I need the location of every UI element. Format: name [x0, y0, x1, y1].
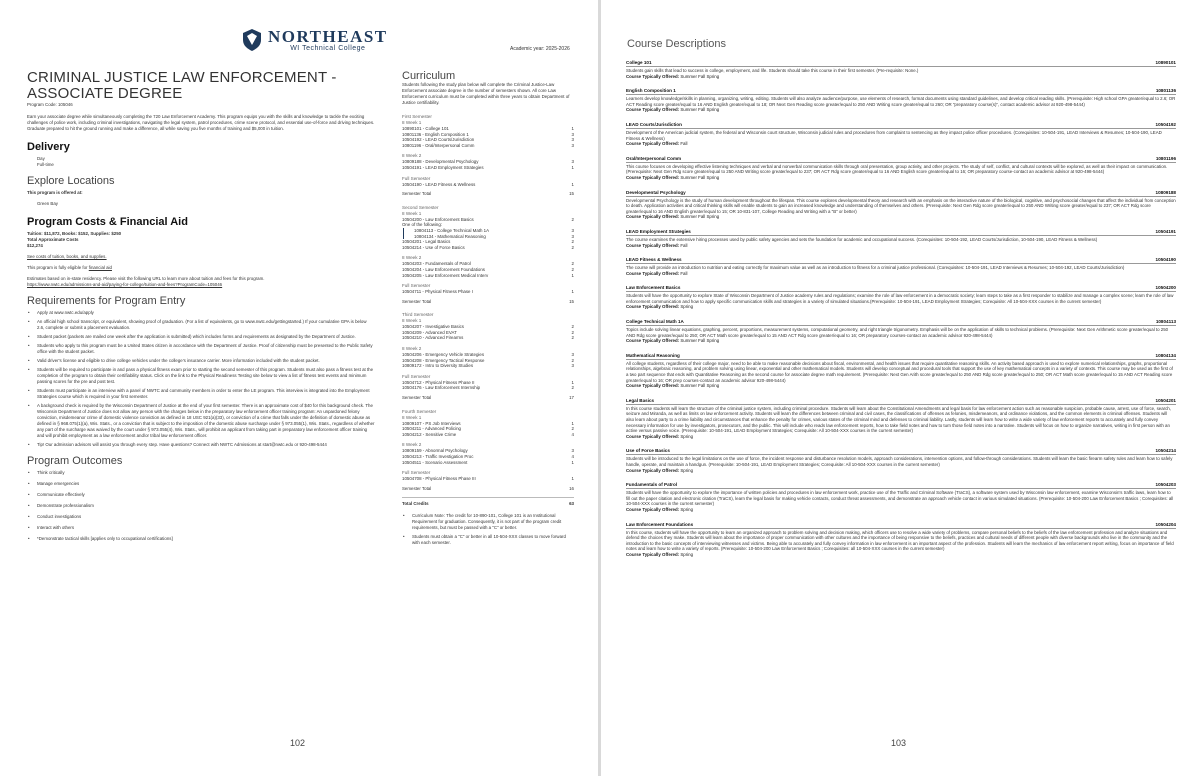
course-row — [402, 289, 574, 295]
course-header — [626, 229, 1176, 236]
course-text: Students will be introduced to the legal limitations on the use of force, the incident response and disturbance resolution models, approach considerations, intervention options, and follow-through considerations. Students will learn the basic firearm safety rules and learn how to safely handle, operate, and maintain a handgun. (Prerequisite: 10-504-191, LEAD Employment Strategies; Corequisite: All 10-504-XXX courses in the current semester) — [626, 456, 1173, 467]
course-title: English Composition 1 — [626, 88, 676, 94]
semester-title: Fourth Semester — [402, 408, 437, 414]
course-row — [402, 460, 574, 466]
page-number: 102 — [290, 738, 306, 748]
course-offered-terms: Summer Fall Spring — [680, 174, 720, 180]
course-text: Topics include solving linear equations, graphing, percent, proportions, measurement systems, computational geometry, and right triangle trigonometry. Emphasis will be on the application of skills to technical problems. (Prerequisite: Next Gen Arithmetic score greater/equal to 250 AND Rdg score greater/equal to 250; OR ACT Math score greater/equal to 15 AND ACT Rdg score greater/equal to 16; OR preparatory courses-contact an academic advisor 920-498-5444) — [626, 327, 1169, 338]
course-title: College 101 — [626, 60, 652, 65]
course-credits: 1 — [571, 181, 574, 187]
semester-total-row — [402, 395, 574, 401]
semester-total-label: Semester Total — [402, 191, 432, 197]
course-name: 10504190 - LEAD Fitness & Wellness — [402, 181, 476, 187]
course-description — [626, 88, 1176, 113]
course-credits: 2 — [571, 261, 574, 267]
curriculum-note: • Curriculum Note: The credit for 10-890-101, College 101 is an Institutional Requirement for graduation. Consequently, it is not part of the program credit requirements, but must be passed with a "C" or better. — [402, 513, 574, 531]
course-code: 10809188 — [1155, 189, 1176, 195]
course-text: All college students, regardless of their college major, need to be able to make reasonable decisions about fiscal, environmental, and health issues that require quantitative reasoning skills. An activity based approach is used to explore numerical relationships, graphs, proportional relationships, algebraic reasoning, and problem solving using linear, exponential and other mathematical models. Students will develop conceptual and procedural tools that support the use of key mathematical concepts in a variety of contexts. This course may be used as the first of a two part sequence that ends with Quantitative Reasoning as the second course for associate degree math requirement. (Prerequisite: Next Gen Arith score greater/equal to 250 AND Rdg score greater/equal to 250; OR ACT Math score greater/equal to 15 AND ACT Reading score greater/equal to 16; OR prep courses-contact an academic advisor 920-498-5444) — [626, 360, 1173, 383]
course-name: 10809159 - Abnormal Psychology — [402, 448, 468, 454]
requirement-item: • An official high school transcript, or equivalent, showing proof of graduation. (For a list of equivalents, go to www.nwtc.edu/gettingstarted.) If your cumulative GPA is below 2.6, complete or submit a placement evaluation. — [27, 319, 375, 331]
course-credits: 3 — [571, 131, 574, 137]
course-code: 10801136 — [1155, 88, 1176, 94]
course-list — [626, 60, 1176, 567]
course-header — [626, 156, 1176, 163]
course-text: Students will have the opportunity to explore State of Wisconsin Department of Justice academy rules and regulations; examine the role of law enforcement in a democratic society; learn steps to take as a first responder to stabilize and manage a complex scene; learn the role of law enforcement communication and how to apply specific communication skills and strategies in a variety of simulated situations.(Prerequisite: 10-504-191, LEAD Employment Strategies; Corequisite: All 10-504-XXX courses in the current semester) — [626, 293, 1174, 304]
course-credits: 2 — [571, 324, 574, 330]
course-header — [626, 285, 1176, 292]
financial-aid-line: This program is fully eligible for financial aid — [27, 265, 112, 270]
page-left — [0, 0, 598, 776]
semester-block — [402, 114, 574, 197]
curriculum-note: • Students must obtain a "C" or better in all 10-504-XXX classes to move forward with each semester. — [402, 534, 574, 546]
course-name: 10504200 - Law Enforcement Basics — [402, 216, 474, 222]
course-text: Learners develop knowledge/skills in planning, organizing, writing, editing. Students will also analyze audience/purpose, use elements of research, format documents using standard guidelines, and develop critical reading skills. (Prerequisite: High school GPA greater/equal to 2.6; OR ACT Reading score greater/equal to 16 AND English greater/equal to 18; OR Next Gen Reading score greater/equal to 250 AND Writing score greater/equal to 260; OR "preparatory course(s)", contact academic advisor at 920-498-5444) — [626, 96, 1176, 107]
course-description — [626, 482, 1176, 512]
course-row — [402, 143, 574, 149]
course-name: 10504213 - Traffic Investigation Proc — [402, 454, 474, 459]
course-row — [402, 165, 574, 171]
course-name: 10504208 - Emergency Tactical Response — [402, 357, 485, 363]
location-item[interactable]: Green Bay — [37, 201, 58, 206]
term-heading: 8 Week 1 — [402, 414, 422, 420]
page-right — [601, 0, 1200, 776]
course-credits: 2 — [571, 426, 574, 432]
course-offered: Course Typically Offered: Summer Fall Spring — [626, 214, 720, 220]
course-name: 10504712 - Physical Fitness Phase II — [402, 379, 475, 385]
term-heading: 8 Week 1 — [402, 120, 422, 125]
course-code: 10804113 — [1155, 319, 1176, 325]
course-credits: 2 — [571, 357, 574, 363]
course-title: Use of Force Basics — [626, 448, 670, 454]
outcome-item: • Conduct investigations — [27, 514, 375, 520]
course-header — [626, 482, 1176, 489]
term-heading: Full Semester — [402, 283, 431, 289]
course-name: 10504211 - Advanced Policing — [402, 426, 461, 432]
course-description — [626, 122, 1176, 147]
term-heading: 8 Week 1 — [402, 210, 422, 216]
course-title: LEAD Courts/Jurisdiction — [626, 121, 682, 127]
term-heading: 8 Week 2 — [402, 255, 422, 261]
term-heading: Full Semester — [402, 373, 431, 379]
course-description — [626, 190, 1176, 220]
course-text: Developmental Psychology is the study of human development throughout the lifespan. This course explores developmental theory and research with an emphasis on the interactive nature of the biological, cognitive, and psychosocial changes that affect the individual from conception to death. Application activities and critical thinking skills will enable students to gain an increased knowledge and understanding of themselves and others. (Prerequisite: Next Gen Rdg score greater/equal to 250 AND Writing score greater/equal to 237; OR ACT Rdg score greater/equal to 16 AND English greater/equal to 15; OR 10-831-107, College Reading and Writing with a "B" or better) — [626, 197, 1176, 214]
course-code: 10504192 — [1155, 121, 1176, 127]
course-code: 10504204 — [1155, 521, 1176, 527]
logo-subtitle: WI Technical College — [290, 45, 366, 52]
curriculum-intro: Students following the study plan below will complete the Criminal Justice-Law Enforcement associate degree in the number of semesters shown. All core Law Enforcement curriculum must be completed within three years to obtain Department of Justice certifiability. — [402, 82, 570, 105]
term-heading: 8 Week 2 — [402, 346, 422, 352]
course-descriptions-heading: Course Descriptions — [627, 38, 727, 50]
course-offered-terms: Summer Fall Spring — [680, 338, 720, 344]
semester-total-label: Semester Total — [402, 485, 432, 491]
course-credits: 1 — [571, 164, 574, 170]
academic-year: Academic year: 2025-2026 — [510, 46, 570, 52]
course-credits: 3 — [571, 233, 574, 239]
outcome-item: • Manage emergencies — [27, 481, 375, 487]
semester-title: Third Semester — [402, 312, 434, 318]
course-credits: 3 — [571, 352, 574, 358]
course-title: LEAD Fitness & Wellness — [626, 257, 682, 263]
semester-total-value: 15 — [569, 298, 574, 304]
course-credits: 2 — [571, 216, 574, 222]
course-credits: 2 — [571, 266, 574, 272]
course-title: Fundamentals of Patrol — [626, 482, 678, 488]
course-name: 10504191 - LEAD Employment Strategies — [402, 164, 484, 170]
outcomes-heading: Program Outcomes — [27, 455, 123, 467]
semester-total-row — [402, 299, 574, 305]
course-credits: 1 — [571, 126, 574, 131]
semester-total-value: 15 — [569, 191, 574, 197]
delivery-fulltime: Full-time — [37, 162, 54, 167]
course-header — [626, 448, 1176, 455]
course-credits: 4 — [571, 431, 574, 437]
requirements-heading: Requirements for Program Entry — [27, 295, 186, 307]
requirement-item: • A background check is required by the Wisconsin Department of Justice at the end of your first semester. There is an approximate cost of $40 for this background check. The Wisconsin Department of Justice does not allow any person with the charges below in the preparatory law enforcement officer training program: An unpardoned felony conviction, misdemeanor crime of domestic violence conviction as defined in 18 USC 921(a)(33), or conviction of a crime that falls under the definition of domestic abuse as defined in § 968.075(1)(a), Wis. Stats., or a conviction that is subject to the imposition of the domestic abuse surcharge under § 973.055(1), Wis. Stats., regardless of whether any part of the surcharge was waived by the court under § 973.055(4), Wis. Stats., will prohibit an applicant from taking part in preparatory law enforcement officer training and will prohibit employment as a law enforcement and/or tribal law enforcement officer. — [27, 403, 375, 439]
course-title: LEAD Employment Strategies — [626, 228, 691, 234]
course-description — [626, 229, 1176, 248]
program-title: CRIMINAL JUSTICE LAW ENFORCEMENT - ASSOCIATE DEGREE — [27, 69, 337, 102]
course-row — [402, 182, 574, 188]
course-name: 10890101 - College 101 — [402, 126, 449, 131]
requirement-item: • Student packet (packets are mailed one week after the application is submitted) which includes forms and requirements as designated by the Department of Justice. — [27, 334, 375, 340]
course-description — [626, 319, 1176, 344]
course-offered: Course Typically Offered: Fall — [626, 141, 688, 147]
course-offered-terms: Spring — [680, 551, 694, 557]
course-code: 10804134 — [1155, 352, 1176, 358]
requirement-item: • Students will be required to participate in and pass a physical fitness exam prior to starting the second semester of this program. Students must also pass a fitness test at the completion of the program to obtain their certifiability status. Click on the link to the Physical Readiness Testing site below to view a list of fitness test events and minimum passing scores for the pre and post test. — [27, 367, 375, 385]
course-header — [626, 122, 1176, 129]
course-name: 10504203 - Fundamentals of Patrol — [402, 261, 471, 267]
course-code: 10801196 — [1155, 155, 1176, 161]
course-text: This course focuses on developing effective listening techniques and verbal and nonverbal communication skills through oral presentation, group activity, and other projects. The study of self, conflict, and cultural contexts will be explored, as well as their impact on communication. (Prerequisite: Next Gen Rdg score greater/equal to 250 AND Writing score greater/equal to 237; OR ACT Rdg score greater/equal to 16 AND English score greater/equal to 16; OR preparatory course-contact an academic advisor at 920-498-5444) — [626, 163, 1168, 175]
course-header — [626, 398, 1176, 405]
course-offered-terms: Fall — [680, 141, 688, 147]
see-costs-link[interactable]: See costs of tuition, books, and supplies. — [27, 254, 107, 259]
semester-total-value: 16 — [569, 485, 574, 491]
course-name: 10504711 - Physical Fitness Phase I — [402, 289, 473, 295]
course-offered-terms: Spring — [680, 304, 694, 310]
outcome-item: • Communicate effectively — [27, 492, 375, 498]
shield-logo-icon — [242, 28, 262, 52]
curriculum-notes — [402, 513, 574, 546]
curriculum-column — [402, 70, 574, 549]
requirement-item: • Students must participate in an interview with a panel of NWTC and community members in order to enter the LE program. This interview is integrated into the Employment Strategies course which is required in your first semester. — [27, 388, 375, 400]
course-text: In this course, students will have the opportunity to learn an organized approach to problem solving and decision making, which officers use to resolve a wide variety of problems, compare personal beliefs to the beliefs of the law enforcement profession and analyze situations and defend the choices they make. Students will learn about the importance of proper communication with other cultures and the importance of being responsive to the beliefs, practices and cultural needs of different people with diverse backgrounds who live in the community and the introduction to the basic concepts of interviewing witnesses and victims. Being able to accurately and fully convey information in law enforcement is an important aspect of the profession. Students will learn the mechanics of law enforcement report writing, focus on importance of field notes and learn how to write a variety of reports. (Prerequisite: 10-504-200 Law Enforcement Basics ; Corequisites: all 10-504-XXX courses in the current semester) — [626, 529, 1174, 552]
course-row — [402, 245, 574, 251]
course-offered-terms: Spring — [680, 433, 694, 439]
course-header — [626, 522, 1176, 529]
course-text: In this course students will learn the structure of the criminal justice system, including criminal procedure. Students will learn about the Constitutional Amendments and legal basis for law enforcement action such as reasonable suspicion, probable cause, arrest, use of force, search, seizure and Miranda, as well as limits on law enforcement activity. Students will learn the differences between criminal and civil cases, the classifications of offenses as felonies, misdemeanors, and ordinance violations, and the common elements in criminal offenses. Students will also learn about party to a crime liability and circumstances that enhance the penalty for crimes, various states of the criminal mind and defenses to criminal liability. Lastly, students will learn how to write a wide variety of law enforcement reports to accurately and fully convey necessary information for use by investigators, prosecutors, and the public. This will include who reads law enforcement reports, how to take field notes and how to turn those field notes into a narrative. Students will focus on how to organize narratives, writing in first person with an active versus passive voice. (Prerequisite: 10-504-191, LEAD Employment Strategies; Corequisite: All 10-504-XXX courses in the current semester) — [626, 405, 1171, 434]
course-description — [626, 257, 1176, 276]
course-header — [626, 319, 1176, 326]
course-name: 10504205 - Law Enforcement Medical Interv — [402, 272, 489, 278]
explore-heading: Explore Locations — [27, 175, 115, 187]
semester-title: Second Semester — [402, 204, 439, 210]
semester-total-row — [402, 486, 574, 492]
total-cost-value: $12,274 — [27, 243, 43, 248]
course-description — [626, 156, 1176, 181]
course-name: 10504176 - Law Enforcement Internship — [402, 385, 481, 391]
course-offered: Course Typically Offered: Spring — [626, 304, 694, 310]
course-credits: 3 — [571, 137, 574, 143]
course-description — [626, 353, 1176, 389]
course-name: 10801196 - Oral/Interpersonal Comm — [402, 142, 475, 148]
course-row — [402, 432, 574, 438]
course-name: 10504212 - Sensitive Crime — [402, 431, 457, 437]
course-row — [402, 273, 574, 279]
course-code: 10504214 — [1155, 448, 1176, 454]
course-title: Oral/Interpersonal Comm — [626, 155, 682, 161]
course-name: 10504206 - Emergency Vehicle Strategies — [402, 352, 485, 358]
outcome-item: • Demonstrate professionalism — [27, 503, 375, 509]
semester-total-label: Semester Total — [402, 298, 432, 304]
course-offered: Course Typically Offered: Fall — [626, 270, 688, 276]
college-logo — [242, 28, 388, 52]
course-description — [626, 522, 1176, 558]
course-credits: 1 — [571, 459, 574, 465]
course-credits: 2 — [571, 385, 574, 391]
course-offered: Course Typically Offered: Summer Fall Spring — [626, 383, 720, 389]
course-text: Development of the American judicial system, the federal and Wisconsin court structure, Wisconsin judicial rules and procedures from complaint to sentencing as they impact police officer procedures. (Corequisites: 10-504-191, LEAD Interviews & Resumes; 10-504-190, LEAD Fitness & Wellness) — [626, 129, 1162, 141]
course-name: 10504207 - Investigative Basics — [402, 324, 464, 330]
course-offered: Course Typically Offered: Spring — [626, 467, 694, 473]
course-credits: 1 — [571, 476, 574, 482]
course-name: 10809107 - PS Job Interviews — [402, 420, 461, 426]
course-description — [626, 60, 1176, 79]
tuition-line: Tuition: $11,872, Books: $152, Supplies: $250 — [27, 231, 122, 236]
course-name: 10504192 - LEAD Courts/Jurisdiction — [402, 137, 475, 143]
course-header — [626, 353, 1176, 360]
course-code: 10504190 — [1155, 257, 1176, 263]
course-text: Students will have the opportunity to explore the importance of written policies and procedures in law enforcement work, practice use of the Traffic and Criminal Software (TraCS), a software system used by Wisconsin law enforcement, examine Wisconsin's traffic laws, learn how to fill out the paper citation and electronic citation (TraCS), learn the legal basis for making vehicle contacts, conduct threat assessments, and demonstrate an approach vehicle contact in various simulated situations. (Prerequisite: 10-504-200 Law Enforcement Basics ; Corequisites: all 10-504-XXX courses in the current semester) — [626, 490, 1174, 507]
course-offered-terms: Summer Fall Spring — [680, 383, 720, 389]
outcome-item: • *Demonstrate tactical skills [applies only to occupational certifications] — [27, 536, 375, 542]
course-offered-terms: Fall — [680, 270, 688, 276]
course-name: 10504214 - Use of Force Basics — [402, 244, 465, 250]
course-credits: 1 — [571, 420, 574, 426]
course-name: 10504204 - Law Enforcement Foundations — [402, 266, 485, 272]
course-description — [626, 285, 1176, 310]
course-code: 10504191 — [1155, 228, 1176, 234]
course-offered-terms: Fall — [680, 242, 688, 248]
course-code: 10504200 — [1155, 285, 1176, 291]
course-offered: Course Typically Offered: Fall — [626, 242, 688, 248]
outcome-item: • Think critically — [27, 470, 375, 476]
course-offered-terms: Summer Fall Spring — [680, 214, 720, 220]
course-title: Law Enforcement Foundations — [626, 521, 694, 527]
requirement-item: • Students who apply to this program must be a United States citizen in accordance with the Department of Justice. Proof of citizenship must be presented to the Public Safety office with the student packet. — [27, 343, 375, 355]
term-heading: 8 Week 2 — [402, 442, 422, 448]
curriculum-heading: Curriculum — [402, 70, 456, 82]
course-text: The course will provide an introduction to nutrition and eating correctly for maximum value as well as an introduction to fitness for a criminal justice professional. (Corequisites: 10-504-191, LEAD Interviews & Resumes; 10-504-192, LEAD Courts/Jurisdiction) — [626, 265, 1125, 271]
course-credits: 1 — [571, 272, 574, 278]
course-header — [626, 60, 1176, 67]
course-code: 10504201 — [1155, 397, 1176, 403]
course-name: 10809172 - Intro to Diversity Studies — [402, 363, 474, 369]
course-name: 10804134 - Mathematical Reasoning — [414, 233, 486, 239]
total-credits-row: Total Credits 63 — [402, 497, 574, 507]
course-offered-terms: Summer Fall Spring — [680, 107, 720, 113]
course-name: One of the following: — [402, 222, 443, 228]
course-name: 10504511 - Scenario Assessment — [402, 459, 468, 465]
financial-aid-link[interactable]: financial aid — [88, 265, 112, 270]
course-title: Law Enforcement Basics — [626, 285, 681, 291]
course-offered: Course Typically Offered: Summer Fall Spring — [626, 73, 720, 79]
semester-block — [402, 312, 574, 400]
course-offered: Course Typically Offered: Summer Fall Spring — [626, 338, 720, 344]
semester-total-value: 17 — [569, 395, 574, 401]
course-text: Students gain skills that lead to success in college, employment, and life. Students should take this course in their first semester. (Pre-requisite: None.) — [626, 68, 919, 73]
term-heading: Full Semester — [402, 470, 431, 476]
course-offered-terms: Summer Fall Spring — [680, 73, 720, 79]
course-name: 10504708 - Physical Fitness Phase III — [402, 476, 476, 482]
total-cost-label: Total Approximate Costs — [27, 237, 79, 242]
requirement-item: • Valid driver's license and eligible to drive college vehicles under the college's insurance carrier. More information included with the student packet. — [27, 358, 375, 364]
course-text: The course examines the extensive hiring processes used by public safety agencies and sets the foundation for academic and occupational success. (Corequisites: 10-504-192, LEAD Courts/Jurisdiction, 10-504-190, LEAD Fitness & Wellness) — [626, 236, 1098, 242]
program-code: Program Code: 105046 — [27, 102, 73, 107]
course-credits: 1 — [571, 379, 574, 385]
course-offered: Course Typically Offered: Summer Fall Spring — [626, 174, 720, 180]
offered-at-label: This program is offered at: — [27, 190, 83, 195]
course-row — [402, 476, 574, 482]
outcome-item: • Interact with others — [27, 525, 375, 531]
course-offered: Course Typically Offered: Spring — [626, 551, 694, 557]
requirement-item: • Apply at www.nwtc.edu/apply — [27, 310, 375, 316]
course-credits: 3 — [571, 142, 574, 148]
course-offered: Course Typically Offered: Summer Fall Spring — [626, 107, 720, 113]
semester-title: First Semester — [402, 114, 432, 119]
tuition-url-link[interactable]: https://www.nwtc.edu/admissions-and-aid/paying-for-college/tuition-and-fees?ProgramCode=105046 — [27, 282, 223, 287]
course-name: 10504209 - Advanced EVAT — [402, 329, 457, 335]
course-title: College Technical Math 1A — [626, 319, 684, 325]
semester-block — [402, 205, 574, 305]
course-credits: 3 — [571, 363, 574, 369]
course-header — [626, 190, 1176, 197]
course-name: 10801136 - English Composition 1 — [402, 131, 469, 137]
program-intro: Earn your associate degree while simultaneously completing the 720 Law Enforcement Academy. This program equips you with the skills and knowledge to tackle the exciting challenges of police work, including criminal investigations, navigating the legal system, patrol procedures, crime scene protocol, and essential use-of-force and driving techniques. Graduate prepared to hit the ground running and make a difference, all while saving you five months of training and $5,000 in tuition. — [27, 114, 375, 131]
course-offered: Course Typically Offered: Spring — [626, 506, 694, 512]
semester-total-label: Semester Total — [402, 395, 432, 401]
term-heading: 8 Week 1 — [402, 318, 422, 324]
logo-name: NORTHEAST — [268, 27, 388, 46]
delivery-day: Day — [37, 156, 45, 161]
course-credits: 2 — [571, 329, 574, 335]
outcomes-list — [27, 470, 375, 542]
costs-heading: Program Costs & Financial Aid — [27, 216, 188, 228]
semester-block — [402, 409, 574, 492]
semesters-list — [402, 114, 574, 491]
requirements-list — [27, 310, 375, 448]
course-credits: 2 — [571, 244, 574, 250]
estimates-note: Estimates based on in-state residency. Please visit the following URL to learn more about tuition and fees for this program. — [27, 276, 265, 281]
course-header — [626, 88, 1176, 95]
course-offered-terms: Spring — [680, 506, 694, 512]
term-heading: 8 Week 2 — [402, 153, 422, 159]
course-credits: 2 — [571, 239, 574, 245]
course-row — [402, 335, 574, 341]
course-offered-terms: Spring — [680, 467, 694, 473]
term-heading: Full Semester — [402, 175, 431, 181]
course-credits: 2 — [571, 335, 574, 341]
course-row — [402, 363, 574, 369]
page-number: 103 — [891, 738, 907, 748]
course-credits: 3 — [571, 159, 574, 165]
semester-total-row — [402, 191, 574, 197]
course-row — [402, 385, 574, 391]
course-name: 10809188 - Developmental Psychology — [402, 159, 479, 165]
course-code: 10890101 — [1155, 60, 1176, 65]
course-code: 10504203 — [1155, 482, 1176, 488]
delivery-heading: Delivery — [27, 141, 70, 153]
course-description — [626, 398, 1176, 440]
course-name: 10804113 - College Technical Math 1A — [414, 227, 490, 233]
course-offered: Course Typically Offered: Spring — [626, 433, 694, 439]
course-credits: 4 — [571, 454, 574, 459]
course-name: 10504210 - Advanced Firearms — [402, 335, 464, 341]
course-title: Mathematical Reasoning — [626, 352, 680, 358]
course-credits: 3 — [571, 448, 574, 454]
course-title: Legal Basics — [626, 397, 655, 403]
course-credits: 1 — [571, 289, 574, 295]
course-title: Developmental Psychology — [626, 189, 686, 195]
course-credits: 3 — [571, 227, 574, 233]
course-description — [626, 448, 1176, 473]
course-header — [626, 257, 1176, 264]
course-name: 10504201 - Legal Basics — [402, 239, 451, 245]
requirement-item: • Tip! Our admission advisors will assist you through every step. Have questions? Connect with NWTC Admissions at start@nwtc.edu or 920-498-5444 — [27, 442, 375, 448]
program-column — [27, 70, 375, 547]
